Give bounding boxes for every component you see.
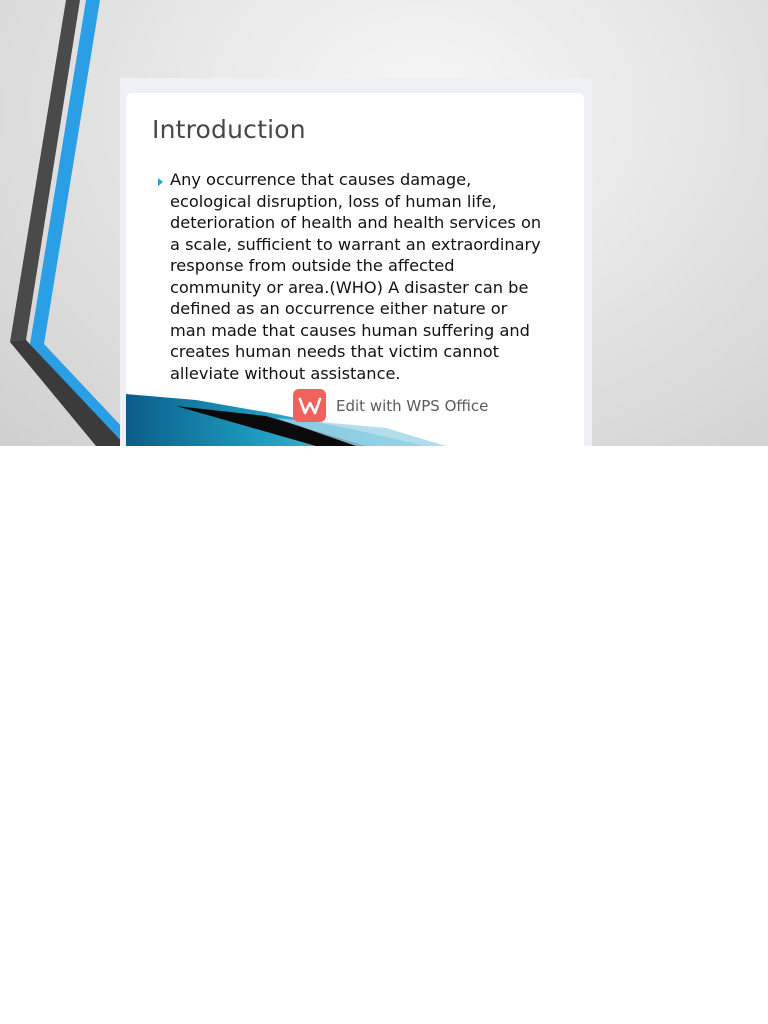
- slide-area: [0, 0, 768, 446]
- wps-logo-icon: [293, 389, 326, 422]
- dark-lower-edge: [10, 340, 126, 446]
- wps-label: Edit with WPS Office: [336, 396, 489, 415]
- bullet-arrow-icon: [158, 178, 163, 186]
- slide-title: Introduction: [152, 115, 306, 144]
- slide-card: [126, 93, 584, 446]
- wps-watermark[interactable]: [293, 389, 488, 422]
- bullet-text: Any occurrence that causes damage, ecological disruption, loss of human life, deterioration of health and health services on a scale, sufficient to warrant an extraordinary response from outside the affected community or area.(WHO) A disaster can be defined as an occurrence either nature or man made that causes human suffering and creates human needs that victim cannot alleviate without assistance.: [170, 170, 542, 383]
